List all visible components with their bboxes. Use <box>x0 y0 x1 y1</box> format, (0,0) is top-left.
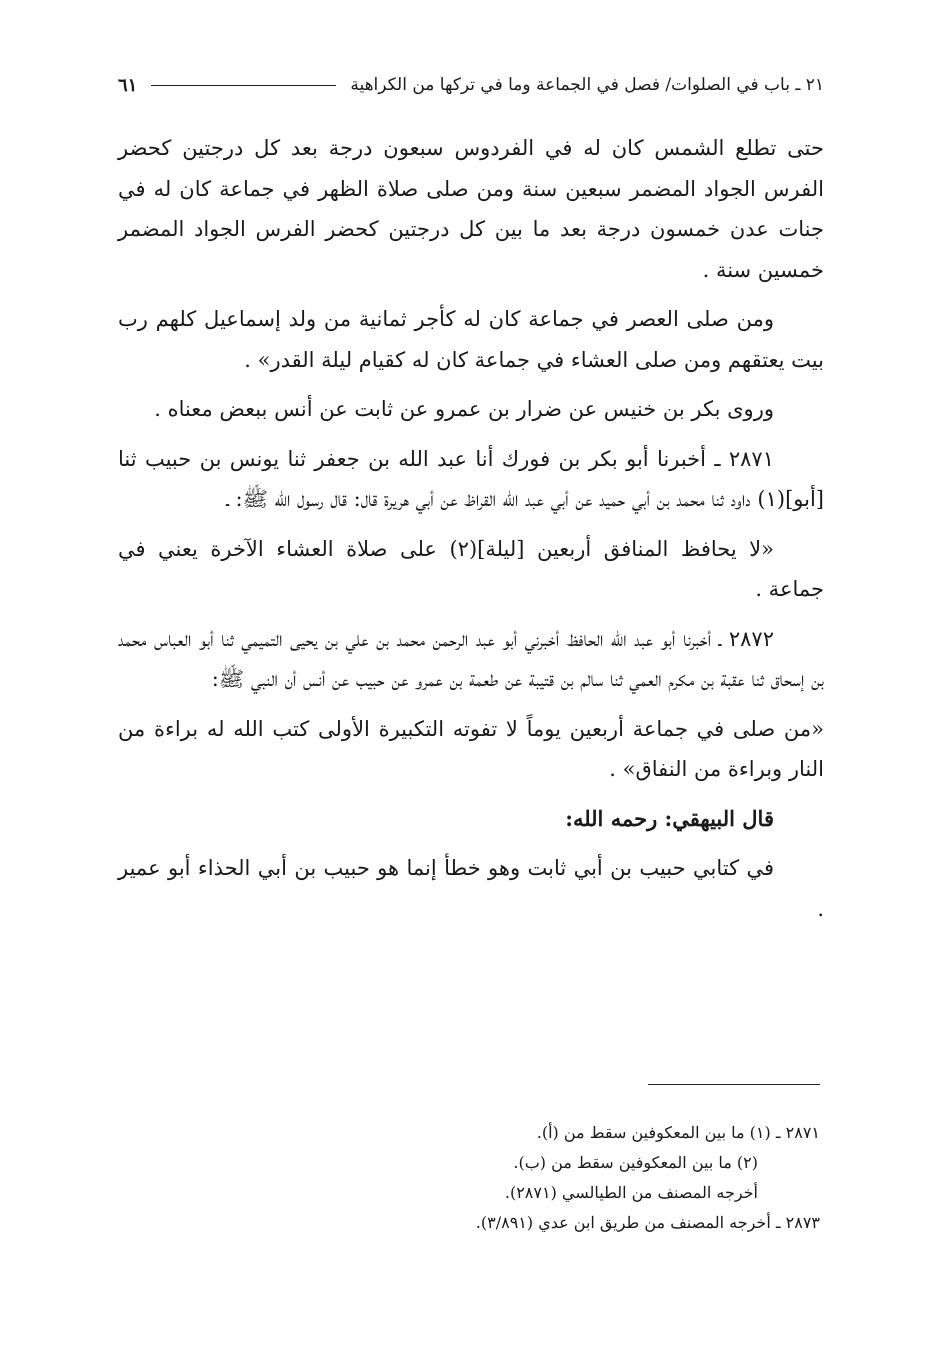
bayhaqi-comment: في كتابي حبيب بن أبي ثابت وهو خطأ إنما هو حبيب بن أبي الحذاء أبو عمير . <box>118 856 824 921</box>
footnote-item: (٢) ما بين المعكوفين سقط من (ب). <box>513 1153 758 1172</box>
running-header <box>118 70 824 100</box>
header-rule <box>151 85 336 86</box>
hadith-2872-matn: «من صلى في جماعة أربعين يوماً لا تفوته التكبيرة الأولى كتب الله له براءة من النار وبراءة من النفاق» . <box>118 716 824 781</box>
paragraph-narration: وروى بكر بن خنيس عن ضرار بن عمرو عن ثابت عن أنس ببعض معناه . <box>154 397 774 421</box>
footnote-item: أخرجه المصنف من الطيالسي (٢٨٧١). <box>504 1183 758 1202</box>
bayhaqi-comment-heading: قال البيهقي: رحمه الله: <box>565 805 774 831</box>
footnote-separator <box>648 1084 820 1085</box>
main-text <box>118 128 824 938</box>
footnote-item: ٢٨٧٣ ـ أخرجه المصنف من طريق ابن عدي (٣/٨٩١). <box>475 1213 820 1232</box>
hadith-2871-isnad: ٢٨٧١ ـ أخبرنا أبو بكر بن فورك أنا عبد الله بن جعفر ثنا يونس بن حبيب ثنا [أبو](١) داود ثنا محمد بن أبي حميد عن أبي عبد الله القراظ عن أبي هريرة قال: قال رسول الله ﷺ: ـ <box>118 446 824 511</box>
hadith-2872-isnad: ٢٨٧٢ ـ أخبرنا أبو عبد الله الحافظ أخبرني أبو عبد الرحمن محمد بن علي بن يحيى التميمي ثنا أبو العباس محمد بن إسحاق ثنا عقبة بن مكرم العمي ثنا سالم بن قتيبة عن طعمة بن عمرو عن حبيب عن أنس أن النبي ﷺ: <box>118 626 824 691</box>
page-number: ٦١ <box>118 74 138 96</box>
hadith-2871-matn: «لا يحافظ المنافق أربعين [ليلة](٢) على صلاة العشاء الآخرة يعني في جماعة . <box>118 536 824 601</box>
footnote-item: ٢٨٧١ ـ (١) ما بين المعكوفين سقط من (أ). <box>536 1123 820 1142</box>
paragraph-asr-isha: ومن صلى العصر في جماعة كان له كأجر ثمانية من ولد إسماعيل كلهم رب بيت يعتقهم ومن صلى العشاء في جماعة كان له كقيام ليلة القدر» . <box>118 307 824 372</box>
paragraph-continuation: حتى تطلع الشمس كان له في الفردوس سبعون درجة بعد كل درجتين كحضر الفرس الجواد المضمر سبعين سنة ومن صلى صلاة الظهر في جماعة كان له في جنات عدن خمسون درجة بعد ما بين كل درجتين كحضر الفرس الجواد المضمر خمسين سنة . <box>118 136 824 282</box>
footnotes <box>118 1118 820 1238</box>
chapter-title: ٢١ ـ باب في الصلوات/ فصل في الجماعة وما في تركها من الكراهية <box>350 75 824 95</box>
